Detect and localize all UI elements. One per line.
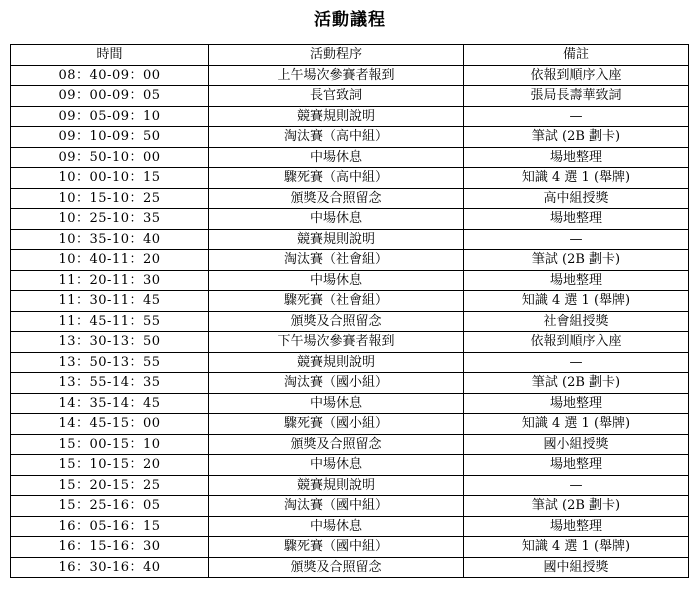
- time-cell: 10：15-10：25: [11, 188, 209, 209]
- header-time: 時間: [11, 45, 209, 66]
- activity-cell: 競賽規則說明: [209, 352, 464, 373]
- note-cell: 場地整理: [464, 455, 689, 476]
- time-cell: 16：15-16：30: [11, 537, 209, 558]
- table-row: [11, 270, 689, 291]
- agenda-table: [10, 44, 689, 578]
- table-row: [11, 516, 689, 537]
- table-row: [11, 332, 689, 353]
- table-row: [11, 455, 689, 476]
- time-cell: 15：10-15：20: [11, 455, 209, 476]
- table-row: [11, 250, 689, 271]
- note-cell: 國小組授獎: [464, 434, 689, 455]
- table-row: [11, 86, 689, 107]
- activity-cell: 長官致詞: [209, 86, 464, 107]
- activity-cell: 競賽規則說明: [209, 229, 464, 250]
- time-cell: 11：45-11：55: [11, 311, 209, 332]
- table-row: [11, 291, 689, 312]
- note-cell: 知識 4 選 1 (舉牌): [464, 414, 689, 435]
- table-row: [11, 393, 689, 414]
- time-cell: 13：50-13：55: [11, 352, 209, 373]
- activity-cell: 頒獎及合照留念: [209, 311, 464, 332]
- header-note: 備註: [464, 45, 689, 66]
- table-row: [11, 475, 689, 496]
- note-cell: 場地整理: [464, 270, 689, 291]
- activity-cell: 中場休息: [209, 147, 464, 168]
- page-title: 活動議程: [314, 10, 386, 30]
- time-cell: 16：30-16：40: [11, 557, 209, 578]
- activity-cell: 驟死賽（國小組）: [209, 414, 464, 435]
- note-cell: 國中組授獎: [464, 557, 689, 578]
- time-cell: 14：45-15：00: [11, 414, 209, 435]
- time-cell: 14：35-14：45: [11, 393, 209, 414]
- table-row: [11, 188, 689, 209]
- activity-cell: 中場休息: [209, 393, 464, 414]
- note-cell: 高中組授獎: [464, 188, 689, 209]
- table-row: [11, 496, 689, 517]
- note-cell: —: [464, 352, 689, 373]
- activity-cell: 中場休息: [209, 455, 464, 476]
- time-cell: 15：20-15：25: [11, 475, 209, 496]
- time-cell: 15：00-15：10: [11, 434, 209, 455]
- agenda-table-body: [11, 65, 689, 578]
- table-row: [11, 147, 689, 168]
- header-activity: 活動程序: [209, 45, 464, 66]
- note-cell: 依報到順序入座: [464, 65, 689, 86]
- time-cell: 08：40-09：00: [11, 65, 209, 86]
- time-cell: 09：10-09：50: [11, 127, 209, 148]
- activity-cell: 淘汰賽（國小組）: [209, 373, 464, 394]
- time-cell: 10：40-11：20: [11, 250, 209, 271]
- activity-cell: 頒獎及合照留念: [209, 557, 464, 578]
- time-cell: 11：30-11：45: [11, 291, 209, 312]
- activity-cell: 競賽規則說明: [209, 106, 464, 127]
- note-cell: 社會組授獎: [464, 311, 689, 332]
- table-row: [11, 127, 689, 148]
- time-cell: 11：20-11：30: [11, 270, 209, 291]
- activity-cell: 淘汰賽（國中組）: [209, 496, 464, 517]
- note-cell: 知識 4 選 1 (舉牌): [464, 168, 689, 189]
- activity-cell: 中場休息: [209, 516, 464, 537]
- note-cell: 筆試 (2B 劃卡): [464, 250, 689, 271]
- activity-cell: 驟死賽（社會組）: [209, 291, 464, 312]
- note-cell: —: [464, 106, 689, 127]
- activity-cell: 頒獎及合照留念: [209, 188, 464, 209]
- time-cell: 10：25-10：35: [11, 209, 209, 230]
- note-cell: —: [464, 475, 689, 496]
- activity-cell: 上午場次參賽者報到: [209, 65, 464, 86]
- note-cell: 筆試 (2B 劃卡): [464, 127, 689, 148]
- activity-cell: 競賽規則說明: [209, 475, 464, 496]
- table-row: [11, 311, 689, 332]
- activity-cell: 驟死賽（國中組）: [209, 537, 464, 558]
- note-cell: 筆試 (2B 劃卡): [464, 373, 689, 394]
- table-row: [11, 168, 689, 189]
- activity-cell: 下午場次參賽者報到: [209, 332, 464, 353]
- note-cell: 場地整理: [464, 147, 689, 168]
- table-row: [11, 414, 689, 435]
- activity-cell: 中場休息: [209, 270, 464, 291]
- activity-cell: 驟死賽（高中組）: [209, 168, 464, 189]
- time-cell: 09：05-09：10: [11, 106, 209, 127]
- note-cell: 筆試 (2B 劃卡): [464, 496, 689, 517]
- table-row: [11, 352, 689, 373]
- note-cell: 場地整理: [464, 209, 689, 230]
- table-row: [11, 434, 689, 455]
- activity-cell: 頒獎及合照留念: [209, 434, 464, 455]
- note-cell: 依報到順序入座: [464, 332, 689, 353]
- table-row: [11, 537, 689, 558]
- note-cell: 場地整理: [464, 516, 689, 537]
- note-cell: —: [464, 229, 689, 250]
- activity-cell: 淘汰賽（高中組）: [209, 127, 464, 148]
- table-row: [11, 557, 689, 578]
- time-cell: 10：00-10：15: [11, 168, 209, 189]
- table-row: [11, 65, 689, 86]
- note-cell: 知識 4 選 1 (舉牌): [464, 537, 689, 558]
- note-cell: 張局長壽華致詞: [464, 86, 689, 107]
- time-cell: 09：00-09：05: [11, 86, 209, 107]
- activity-cell: 中場休息: [209, 209, 464, 230]
- activity-cell: 淘汰賽（社會組）: [209, 250, 464, 271]
- time-cell: 13：55-14：35: [11, 373, 209, 394]
- time-cell: 15：25-16：05: [11, 496, 209, 517]
- table-row: [11, 229, 689, 250]
- table-row: [11, 106, 689, 127]
- table-row: [11, 209, 689, 230]
- note-cell: 知識 4 選 1 (舉牌): [464, 291, 689, 312]
- note-cell: 場地整理: [464, 393, 689, 414]
- time-cell: 13：30-13：50: [11, 332, 209, 353]
- time-cell: 09：50-10：00: [11, 147, 209, 168]
- header-row: [11, 45, 689, 66]
- table-row: [11, 373, 689, 394]
- agenda-table-header: [11, 45, 689, 66]
- time-cell: 10：35-10：40: [11, 229, 209, 250]
- time-cell: 16：05-16：15: [11, 516, 209, 537]
